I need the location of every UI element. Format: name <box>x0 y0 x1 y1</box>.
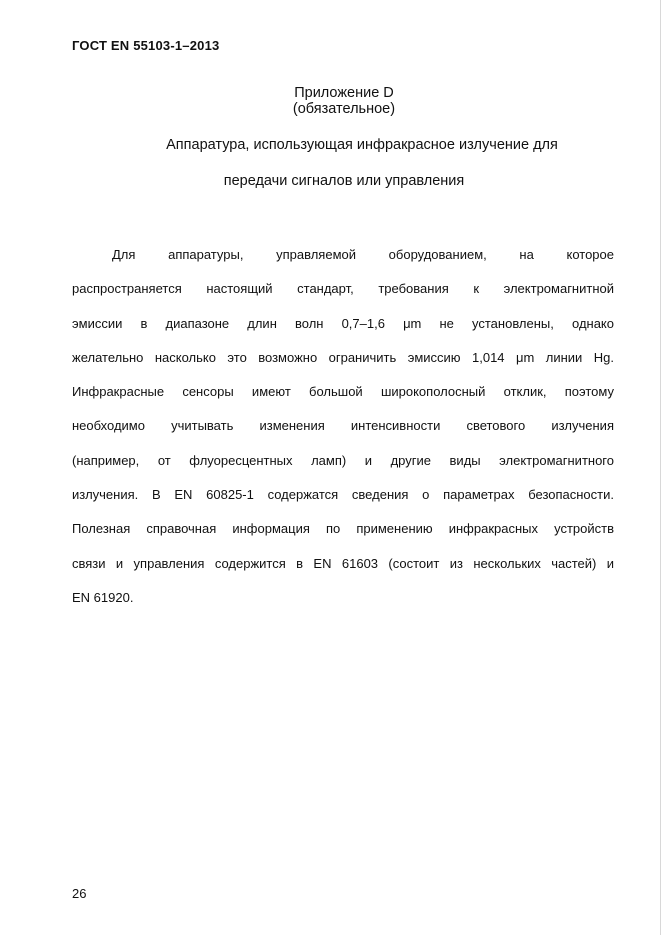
page-number: 26 <box>72 886 87 901</box>
body-line: (например, от флуоресцентных ламп) и другие виды электромагнитного <box>72 452 614 468</box>
body-line: Для аппаратуры, управляемой оборудованием, на которое <box>112 247 614 262</box>
body-line: эмиссии в диапазоне длин волн 0,7–1,6 μm не установлены, однако <box>72 315 614 331</box>
body-line: Инфракрасные сенсоры имеют большой широкополосный отклик, поэтому <box>72 384 614 400</box>
standard-code-header: ГОСТ EN 55103-1–2013 <box>72 38 220 53</box>
section-title-line-2: передачи сигналов или управления <box>223 173 465 189</box>
body-line: распространяется настоящий стандарт, требования к электромагнитной <box>72 281 614 297</box>
body-line: Полезная справочная информация по применению инфракрасных устройств <box>72 521 614 537</box>
body-line: излучения. В EN 60825-1 содержатся сведения о параметрах безопасности. <box>72 487 614 503</box>
body-line: EN 61920. <box>72 589 134 605</box>
body-line: необходимо учитывать изменения интенсивности светового излучения <box>72 418 614 434</box>
appendix-status: (обязательное) <box>292 101 396 117</box>
body-line: связи и управления содержится в EN 61603 (состоит из нескольких частей) и <box>72 555 614 571</box>
body-line: желательно насколько это возможно ограничить эмиссию 1,014 μm линии Hg. <box>72 349 614 365</box>
body-paragraph <box>72 238 614 615</box>
appendix-title: Приложение D <box>294 85 394 101</box>
section-title-line-1: Аппаратура, использующая инфракрасное излучение для <box>166 137 558 153</box>
